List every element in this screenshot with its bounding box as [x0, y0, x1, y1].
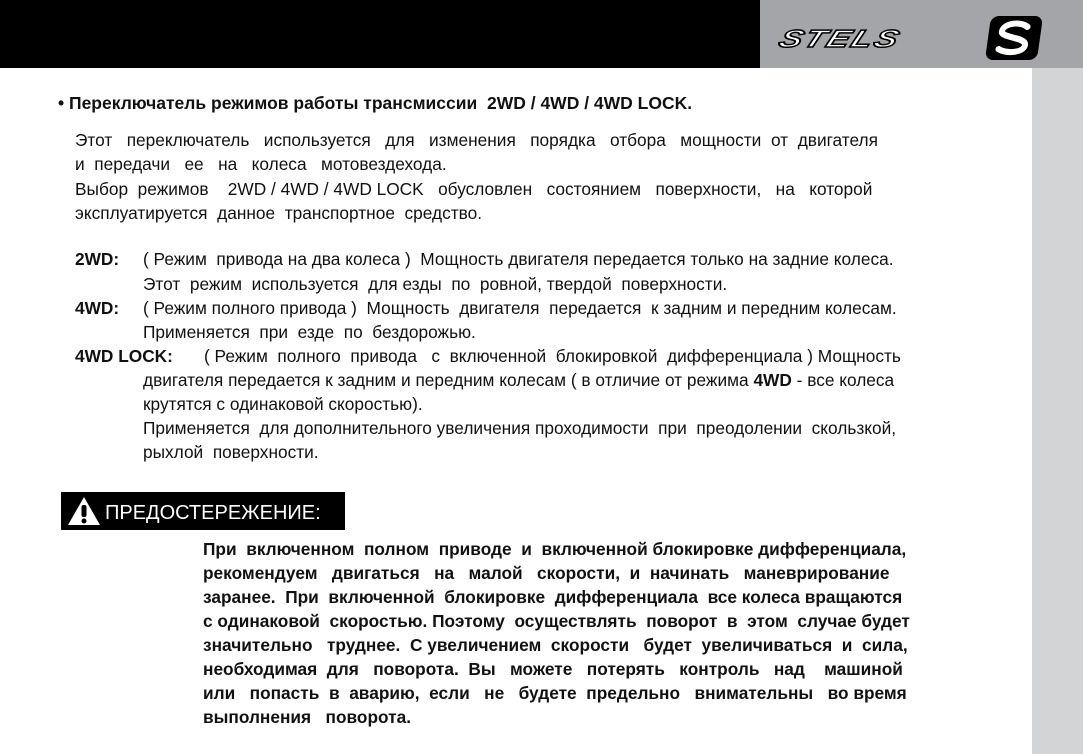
- warning-line: значительно труднее. С увеличением скорости будет увеличиваться и сила,: [203, 635, 908, 655]
- mode-ref-4wd: 4WD: [753, 370, 792, 390]
- brand-wordmark: STELS: [774, 25, 906, 53]
- mode-desc: ( Режим полного привода ) Мощность двигателя передается к задним и передним колесам.: [143, 298, 897, 318]
- mode-desc: [143, 372, 894, 389]
- warning-label: ПРЕДОСТЕРЕЖЕНИЕ:: [105, 502, 321, 524]
- intro-line: Этот переключатель используется для изменения порядка отбора мощности от двигателя: [75, 130, 878, 150]
- warning-line: заранее. При включенной блокировке дифференциала все колеса вращаются: [203, 587, 903, 607]
- mode-label: 4WD LOCK:: [75, 346, 173, 366]
- warning-line: выполнения поворота.: [203, 707, 412, 727]
- warning-line: с одинаковой скоростью. Поэтому осуществлять поворот в этом случае будет: [203, 611, 910, 631]
- warning-line: рекомендуем двигаться на малой скорости, и начинать маневрирование: [203, 563, 890, 583]
- mode-desc: ( Режим привода на два колеса ) Мощность двигателя передается только на задние колеса.: [143, 249, 894, 269]
- mode-label: 4WD:: [75, 298, 120, 318]
- mode-desc: ( Режим полного привода с включенной блокировкой дифференциала ) Мощность: [204, 346, 901, 366]
- warning-triangle-icon: [67, 496, 101, 526]
- mode-label: 2WD:: [75, 249, 120, 269]
- mode-desc: Применяется при езде по бездорожью.: [143, 322, 476, 342]
- section-title: • Переключатель режимов работы трансмиссии 2WD / 4WD / 4WD LOCK.: [58, 93, 693, 113]
- mode-desc: рыхлой поверхности.: [143, 442, 319, 462]
- warning-line: При включенном полном приводе и включенной блокировке дифференциала,: [203, 539, 907, 559]
- warning-banner: [61, 492, 345, 530]
- header-black-bar: [0, 0, 760, 68]
- intro-line: и передачи ее на колеса мотовездехода.: [75, 154, 447, 174]
- mode-desc: Применяется для дополнительного увеличения проходимости при преодолении скользкой,: [143, 418, 897, 438]
- stels-logo: [774, 14, 1060, 60]
- intro-line: эксплуатируется данное транспортное средство.: [75, 203, 483, 223]
- side-strip: [1032, 68, 1083, 754]
- mode-desc: Этот режим используется для езды по ровной, твердой поверхности.: [143, 274, 728, 294]
- mode-desc-part: двигателя передается к задним и передним колесам ( в отличие от режима: [143, 370, 754, 390]
- warning-line: или попасть в аварию, если не будете предельно внимательны во время: [203, 683, 907, 703]
- brand-badge-icon: [985, 16, 1043, 60]
- mode-desc: крутятся с одинаковой скоростью).: [143, 394, 423, 414]
- warning-line: необходимая для поворота. Вы можете потерять контроль над машиной: [203, 659, 903, 679]
- intro-line: Выбор режимов 2WD / 4WD / 4WD LOCK обусловлен состоянием поверхности, на которой: [75, 179, 873, 199]
- mode-desc-part: - все колеса: [791, 370, 895, 390]
